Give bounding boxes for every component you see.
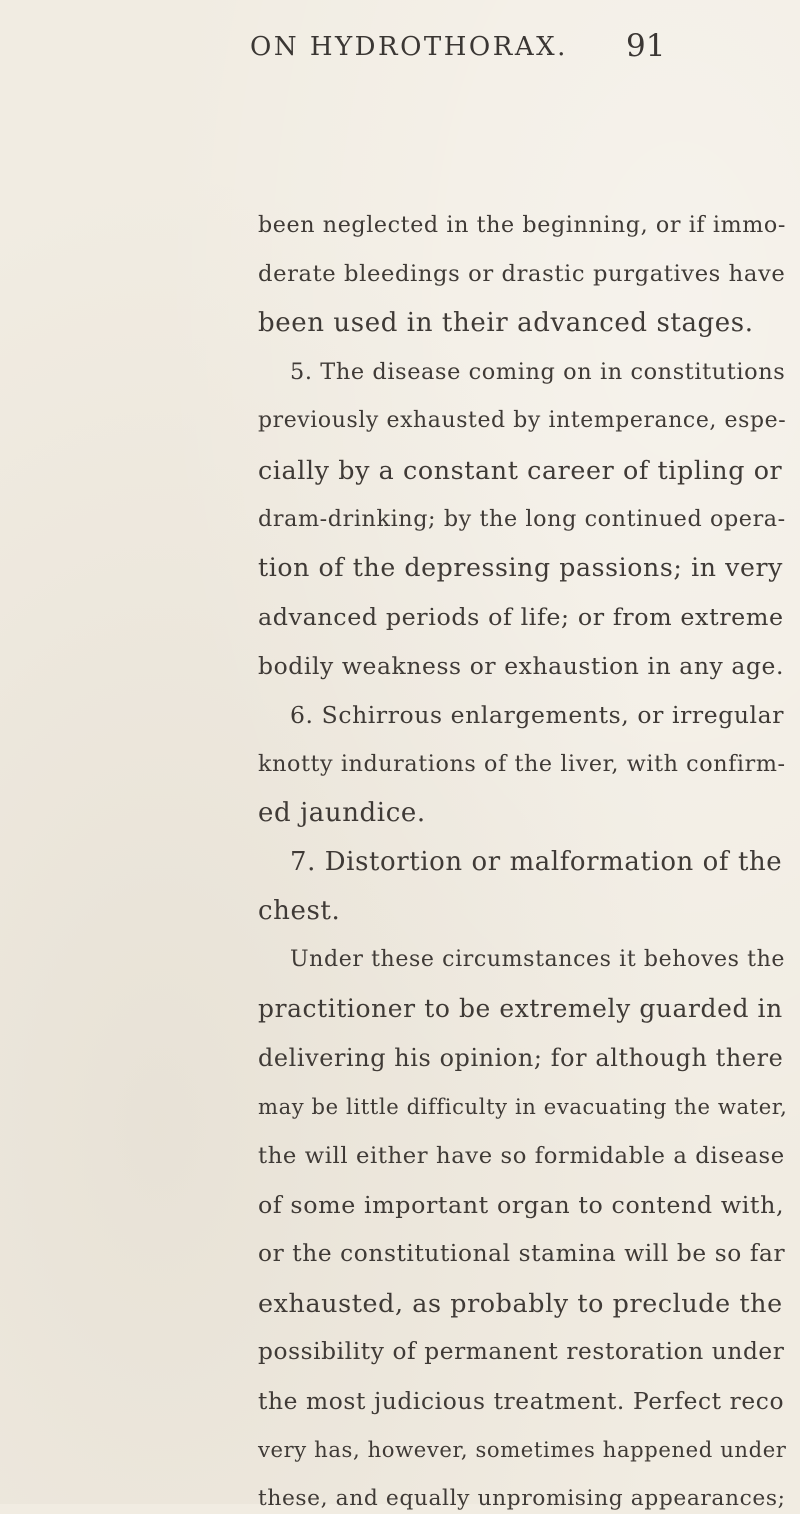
text-line: been neglected in the beginning, or if immo- bbox=[258, 212, 786, 238]
text-line: bodily weakness or exhaustion in any age. bbox=[258, 652, 785, 680]
text-line: tion of the depressing passions; in very bbox=[258, 553, 783, 582]
text-line: may be little difficulty in evacuating the water, bbox=[258, 1094, 788, 1119]
text-line: the most judicious treatment. Perfect reco bbox=[258, 1387, 785, 1415]
text-line: possibility of permanent restoration under bbox=[258, 1338, 785, 1365]
text-line: knotty indurations of the liver, with confirm- bbox=[258, 751, 786, 777]
text-line: Under these circumstances it behoves the bbox=[290, 947, 786, 972]
text-line: ed jaundice. bbox=[258, 798, 426, 828]
text-line: exhausted, as probably to preclude the bbox=[258, 1288, 783, 1318]
text-line: the will either have so formidable a disease bbox=[258, 1143, 785, 1169]
text-line: derate bleedings or drastic purgatives have bbox=[258, 261, 786, 287]
page-number: 91 bbox=[626, 28, 666, 64]
text-line: delivering his opinion; for although there bbox=[258, 1044, 784, 1072]
text-line: practitioner to be extremely guarded in bbox=[258, 994, 783, 1023]
text-line: advanced periods of life; or from extreme bbox=[258, 603, 784, 631]
text-line: chest. bbox=[258, 896, 341, 926]
text-line: of some important organ to contend with, bbox=[258, 1191, 785, 1219]
text-line: cially by a constant career of tipling or bbox=[258, 455, 783, 485]
text-line: dram-drinking; by the long continued opera- bbox=[258, 506, 786, 532]
page-header bbox=[0, 26, 800, 70]
text-line: 7. Distortion or malformation of the bbox=[290, 847, 783, 877]
text-line: or the constitutional stamina will be so far bbox=[258, 1240, 786, 1267]
text-line: previously exhausted by intemperance, espe- bbox=[258, 408, 787, 433]
text-line: 6. Schirrous enlargements, or irregular bbox=[290, 701, 785, 729]
text-line: 5. The disease coming on in constitutions bbox=[290, 359, 786, 385]
text-line: these, and equally unpromising appearances; bbox=[258, 1486, 786, 1511]
text-line: been used in their advanced stages. bbox=[258, 308, 754, 338]
text-line: very has, however, sometimes happened under bbox=[258, 1437, 787, 1462]
running-title: ON HYDROTHORAX. bbox=[250, 32, 568, 62]
